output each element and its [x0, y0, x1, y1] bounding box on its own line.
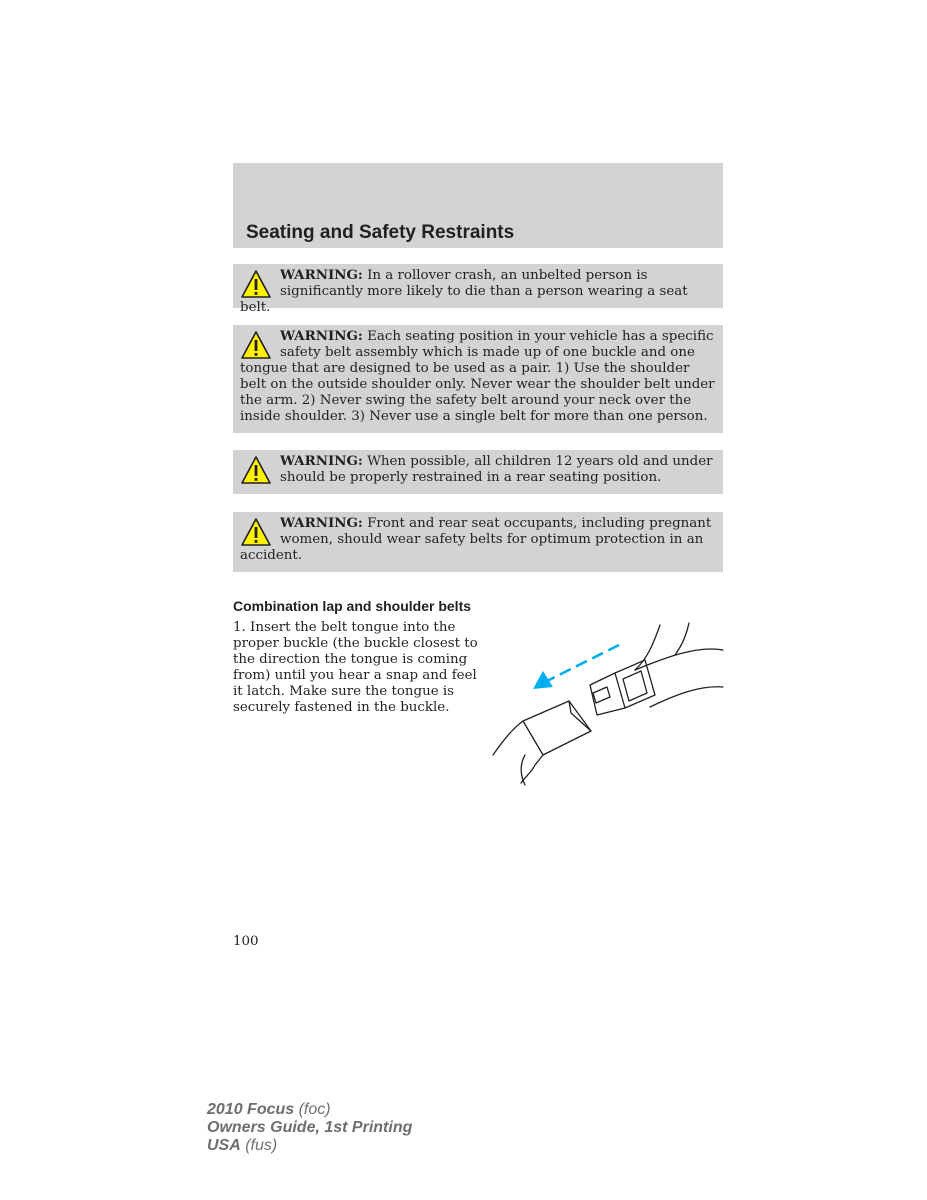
warning-text: Each seating position in your vehicle has a specific safety belt assembly which is made up of one buckle and one tongue that are designed to be used as a pair. 1) Use the shoulder belt on the outside shoulder only. Never wear the shoulder belt under the arm. 2) Never swing the safety belt around your neck over the inside shoulder. 3) Never use a single belt for more than one person. [240, 329, 715, 424]
warning-label: WARNING: [280, 267, 363, 283]
seat-belt-illustration [485, 615, 725, 790]
footer-line-2: Owners Guide, 1st Printing [207, 1119, 413, 1136]
warning-triangle-icon [240, 516, 272, 548]
warning-text: In a rollover crash, an unbelted person is significantly more likely to die than a person wearing a seat belt. [240, 268, 688, 315]
footer-model: 2010 Focus [207, 1101, 295, 1118]
warning-box-children [233, 450, 723, 494]
belt-buckle [523, 701, 591, 755]
warning-box-rollover [233, 264, 723, 315]
warning-box-seating-position [233, 325, 723, 433]
belt-webbing [675, 623, 689, 655]
warning-text: Front and rear seat occupants, including pregnant women, should wear safety belts for optimum protection in an accident. [240, 516, 712, 563]
warning-text: When possible, all children 12 years old and under should be properly restrained in a rear seating position. [280, 454, 713, 485]
footer-line-1 [207, 1101, 412, 1119]
belt-tongue [615, 660, 655, 708]
page-title: Seating and Safety Restraints [246, 222, 515, 243]
warning-label: WARNING: [280, 515, 363, 531]
section-header-band [233, 163, 723, 248]
warning-box-occupants [233, 512, 723, 572]
warning-triangle-icon [240, 268, 272, 300]
belt-webbing [650, 687, 723, 707]
belt-buckle [521, 755, 543, 783]
belt-tongue [623, 671, 647, 701]
step-1-text: 1. Insert the belt tongue into the proper buckle (the buckle closest to the direction the tongue is coming from) until you hear a snap and feel it latch. Make sure the tongue is securely fastened in the buckle. [233, 620, 478, 715]
section-heading: Combination lap and shoulder belts [233, 598, 472, 614]
print-footer [207, 1101, 412, 1155]
warning-triangle-icon [240, 454, 272, 486]
page-number: 100 [233, 934, 259, 949]
warning-label: WARNING: [280, 328, 363, 344]
footer-model-code: (foc) [294, 1101, 331, 1118]
footer-market: USA [207, 1137, 241, 1154]
warning-label: WARNING: [280, 453, 363, 469]
belt-tongue [590, 673, 625, 715]
footer-line-3 [207, 1137, 412, 1155]
warning-triangle-icon [240, 329, 272, 361]
insert-direction-arrow-icon [533, 645, 619, 689]
buckle-stalk [493, 721, 523, 755]
buckle-stalk [521, 755, 525, 785]
footer-market-code: (fus) [240, 1137, 278, 1154]
belt-tongue-slot [593, 687, 610, 703]
